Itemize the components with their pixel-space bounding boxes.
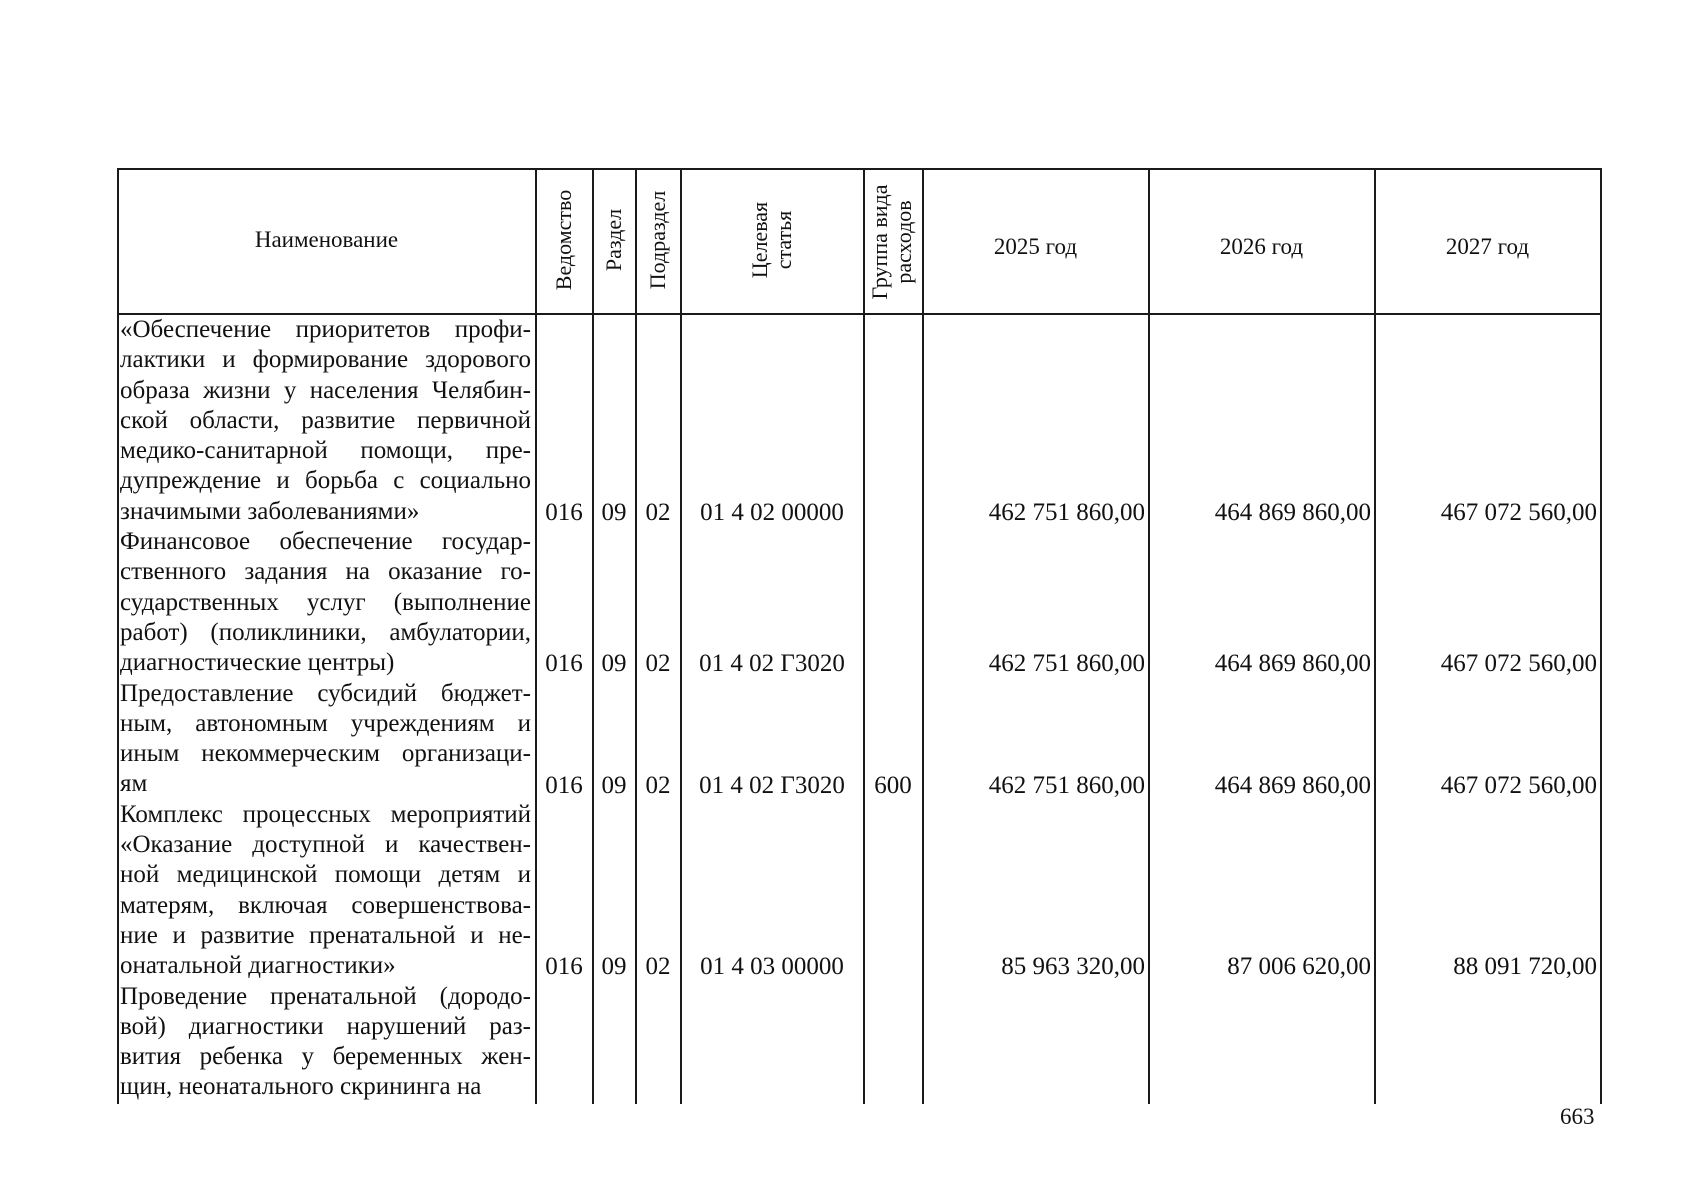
header-2026: 2026 год <box>1219 234 1304 259</box>
name-line: Предоставление субсидий бюджет- <box>120 679 531 707</box>
cell-vedomstvo: 016 <box>545 650 583 678</box>
name-line: сударственных услуг (выполнение <box>120 588 531 616</box>
cell-celevaya: 01 4 03 00000 <box>700 953 844 981</box>
cell-2025: 462 751 860,00 <box>988 650 1145 678</box>
name-line: ям <box>120 770 148 798</box>
name-line: значимыми заболеваниями» <box>120 497 420 525</box>
cell-2026: 464 869 860,00 <box>1214 498 1371 526</box>
cell-2027: 467 072 560,00 <box>1440 650 1597 678</box>
cell-2027: 88 091 720,00 <box>1453 953 1597 981</box>
header-2027: 2027 год <box>1445 234 1530 259</box>
cell-vedomstvo: 016 <box>545 771 583 799</box>
cell-2026: 87 006 620,00 <box>1227 953 1371 981</box>
name-line: ственного задания на оказание го- <box>120 558 531 586</box>
cell-celevaya: 01 4 02 Г3020 <box>699 650 845 678</box>
cell-2026: 464 869 860,00 <box>1214 771 1371 799</box>
col-border <box>863 168 865 1104</box>
name-line: дупреждение и борьба с социально <box>120 467 531 495</box>
cell-2027: 467 072 560,00 <box>1440 771 1597 799</box>
cell-name <box>120 315 531 527</box>
name-line: онатальной диагностики» <box>120 952 396 980</box>
header-gruppa-line2: расходов <box>891 200 916 284</box>
header-celevaya-line1: Целевая <box>747 201 772 279</box>
name-line: ской области, развитие первичной <box>120 406 531 434</box>
cell-celevaya: 01 4 02 00000 <box>700 498 844 526</box>
cell-name <box>120 527 531 678</box>
header-vedomstvo: Ведомство <box>551 189 576 291</box>
name-line: щин, неонатального скрининга на <box>120 1073 482 1101</box>
cell-name <box>120 679 531 800</box>
name-line: ной медицинской помощи детям и <box>120 861 531 889</box>
header-gruppa-line1: Группа вида <box>867 184 892 300</box>
cell-vedomstvo: 016 <box>545 498 583 526</box>
header-name: Наименование <box>254 227 399 252</box>
header-gruppa <box>868 185 916 300</box>
name-line: «Оказание доступной и качествен- <box>120 831 531 859</box>
name-line: диагностические центры) <box>120 649 395 677</box>
name-line: ние и развитие пренатальной и не- <box>120 921 531 949</box>
header-celevaya-line2: статья <box>771 210 796 270</box>
cell-podrazdel: 02 <box>645 771 671 799</box>
header-celevaya <box>748 202 796 278</box>
name-line: ным, автономным учреждениям и <box>120 709 531 737</box>
cell-razdel: 09 <box>601 953 627 981</box>
name-line: образа жизни у населения Челябин- <box>120 376 531 404</box>
cell-2025: 462 751 860,00 <box>988 498 1145 526</box>
name-line: вития ребенка у беременных жен- <box>120 1043 531 1071</box>
col-border <box>1600 168 1602 1104</box>
cell-2026: 464 869 860,00 <box>1214 650 1371 678</box>
cell-celevaya: 01 4 02 Г3020 <box>699 771 845 799</box>
name-line: Проведение пренатальной (дородо- <box>120 982 531 1010</box>
cell-gruppa: 600 <box>874 771 912 799</box>
page-number: 663 <box>1560 1104 1595 1129</box>
name-line: медико-санитарной помощи, пре- <box>120 437 531 465</box>
cell-2027: 467 072 560,00 <box>1440 498 1597 526</box>
name-line: Комплекс процессных мероприятий <box>120 800 531 828</box>
name-line: матерям, включая совершенствова- <box>120 891 531 919</box>
cell-name <box>120 982 531 1103</box>
cell-2025: 85 963 320,00 <box>1001 953 1145 981</box>
cell-podrazdel: 02 <box>645 650 671 678</box>
cell-2025: 462 751 860,00 <box>988 771 1145 799</box>
name-line: вой) диагностики нарушений раз- <box>120 1012 531 1040</box>
name-line: Финансовое обеспечение государ- <box>120 528 531 556</box>
cell-podrazdel: 02 <box>645 953 671 981</box>
col-border <box>117 168 119 1104</box>
cell-name <box>120 800 531 982</box>
header-podrazdel: Подраздел <box>645 190 670 290</box>
name-line: «Обеспечение приоритетов профи- <box>120 316 531 343</box>
header-razdel: Раздел <box>601 208 626 272</box>
cell-razdel: 09 <box>601 498 627 526</box>
cell-podrazdel: 02 <box>645 498 671 526</box>
table-top-border <box>118 168 1601 170</box>
name-line: иным некоммерческим организаци- <box>120 740 531 768</box>
name-line: лактики и формирование здорового <box>120 346 531 374</box>
header-2025: 2025 год <box>993 234 1078 259</box>
name-line: работ) (поликлиники, амбулатории, <box>120 618 531 646</box>
cell-razdel: 09 <box>601 771 627 799</box>
cell-razdel: 09 <box>601 650 627 678</box>
cell-vedomstvo: 016 <box>545 953 583 981</box>
